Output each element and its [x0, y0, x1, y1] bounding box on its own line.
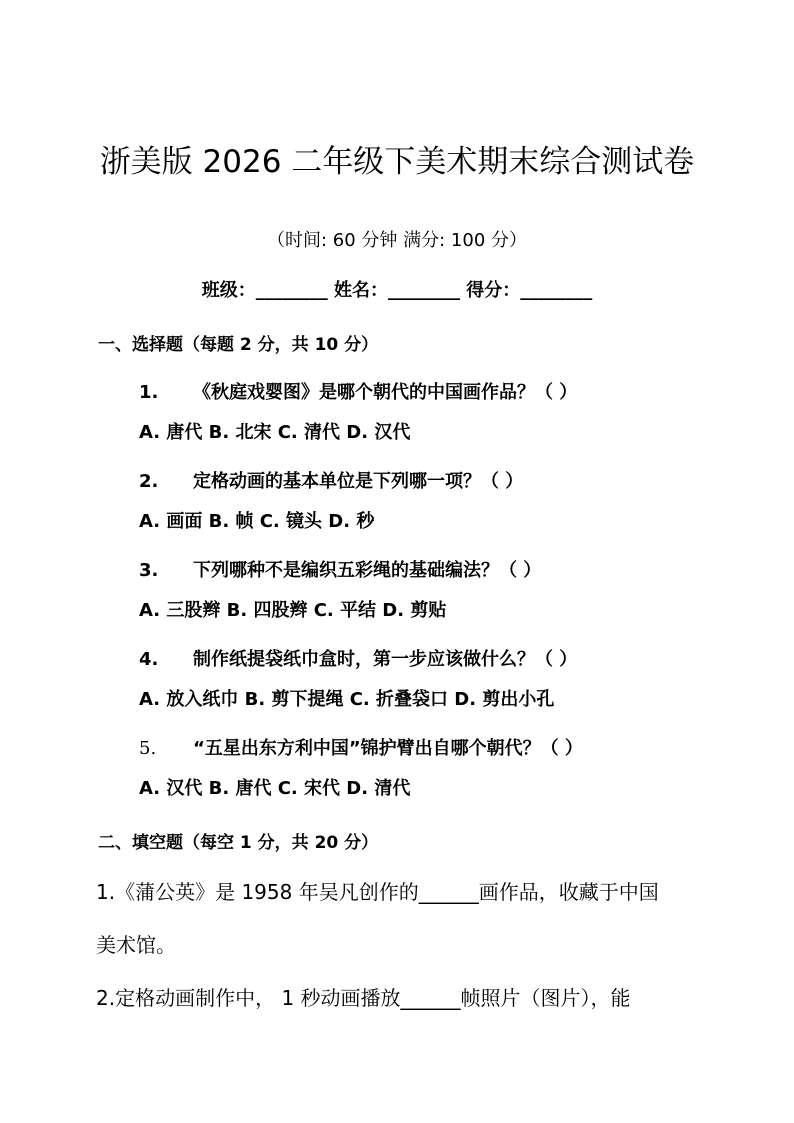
question-number: 5. — [139, 738, 157, 759]
question-2 — [139, 467, 523, 493]
question-1 — [139, 378, 577, 404]
question-text: 《秋庭戏婴图》是哪个朝代的中国画作品？（ ） — [193, 382, 578, 403]
fill-line-3: 2.定格动画制作中， 1 秒动画播放______帧照片（图片），能 — [96, 986, 631, 1010]
question-number: 4. — [139, 649, 159, 670]
question-text: 定格动画的基本单位是下列哪一项？（ ） — [193, 471, 524, 492]
question-number: 3. — [139, 560, 159, 581]
section1-heading: 一、选择题（每题 2 分，共 10 分） — [98, 335, 379, 355]
question-2-options: A. 画面 B. 帧 C. 镜头 D. 秒 — [139, 511, 375, 532]
question-text: 下列哪种不是编织五彩绳的基础编法？（ ） — [193, 560, 542, 581]
fill-line-1: 1.《蒲公英》是 1958 年吴凡创作的______画作品，收藏于中国 — [96, 880, 659, 904]
page-title: 浙美版 2026 二年级下美术期末综合测试卷 — [99, 144, 695, 180]
question-text: “五星出东方利中国”锦护臂出自哪个朝代？（ ） — [193, 738, 583, 759]
exam-time-score: （时间: 60 分钟 满分: 100 分） — [267, 230, 527, 251]
question-1-options: A. 唐代 B. 北宋 C. 清代 D. 汉代 — [139, 422, 411, 443]
question-4-options: A. 放入纸巾 B. 剪下提绳 C. 折叠袋口 D. 剪出小孔 — [139, 689, 555, 710]
question-number: 1. — [139, 382, 159, 403]
question-text: 制作纸提袋纸巾盒时，第一步应该做什么？（ ） — [193, 649, 578, 670]
student-info-line: 班级：________ 姓名：________ 得分：________ — [201, 280, 593, 301]
question-number: 2. — [139, 471, 159, 492]
question-4 — [139, 645, 577, 671]
question-3-options: A. 三股辫 B. 四股辫 C. 平结 D. 剪贴 — [139, 600, 447, 621]
question-5-options: A. 汉代 B. 唐代 C. 宋代 D. 清代 — [139, 778, 411, 799]
section2-heading: 二、填空题（每空 1 分，共 20 分） — [98, 833, 379, 853]
fill-line-2: 美术馆。 — [96, 933, 176, 957]
question-5 — [139, 734, 583, 760]
question-3 — [139, 556, 541, 582]
